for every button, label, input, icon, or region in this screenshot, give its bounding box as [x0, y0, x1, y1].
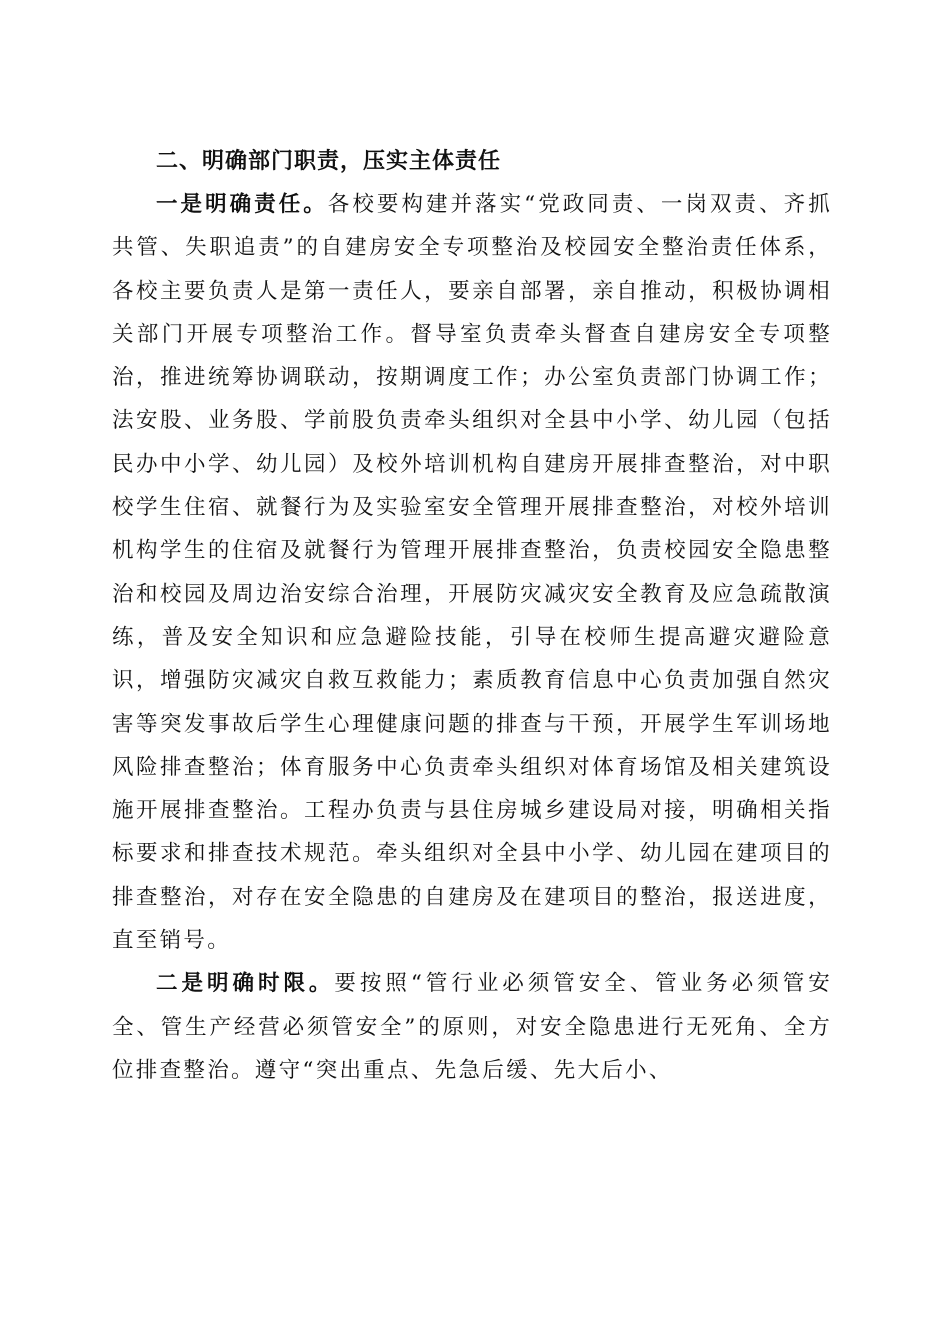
document-body	[112, 140, 832, 1092]
paragraph-responsibility	[112, 183, 832, 962]
paragraph-deadline	[112, 962, 832, 1092]
paragraph-text: 各校要构建并落实“党政同责、一岗双责、齐抓共管、失职追责”的自建房安全专项整治及校园安全整治责任体系，各校主要负责人是第一责任人，要亲自部署，亲自推动，积极协调相关部门开展专项整治工作。督导室负责牵头督查自建房安全专项整治，推进统筹协调联动，按期调度工作；办公室负责部门协调工作；法安股、业务股、学前股负责牵头组织对全县中小学、幼儿园（包括民办中小学、幼儿园）及校外培训机构自建房开展排查整治，对中职校学生住宿、就餐行为及实验室安全管理开展排查整治，对校外培训机构学生的住宿及就餐行为管理开展排查整治，负责校园安全隐患整治和校园及周边治安综合治理，开展防灾减灾安全教育及应急疏散演练，普及安全知识和应急避险技能，引导在校师生提高避灾避险意识，增强防灾减灾自救互救能力；素质教育信息中心负责加强自然灾害等突发事故后学生心理健康问题的排查与干预，开展学生军训场地风险排查整治；体育服务中心负责牵头组织对体育场馆及相关建筑设施开展排查整治。工程办负责与县住房城乡建设局对接，明确相关指标要求和排查技术规范。牵头组织对全县中小学、幼儿园在建项目的排查整治，对存在安全隐患的自建房及在建项目的整治，报送进度，直至销号。	[112, 192, 832, 954]
section-heading: 二、明确部门职责，压实主体责任	[156, 149, 502, 174]
paragraph-lead: 二是明确时限。	[156, 971, 335, 997]
paragraph-lead: 一是明确责任。	[156, 192, 328, 217]
paragraph-text: 要按照“管行业必须管安全、管业务必须管安全、管生产经营必须管安全”的原则，对安全隐患进行无死角、全方位排查整治。遵守“突出重点、先急后缓、先大后小、	[112, 971, 832, 1083]
